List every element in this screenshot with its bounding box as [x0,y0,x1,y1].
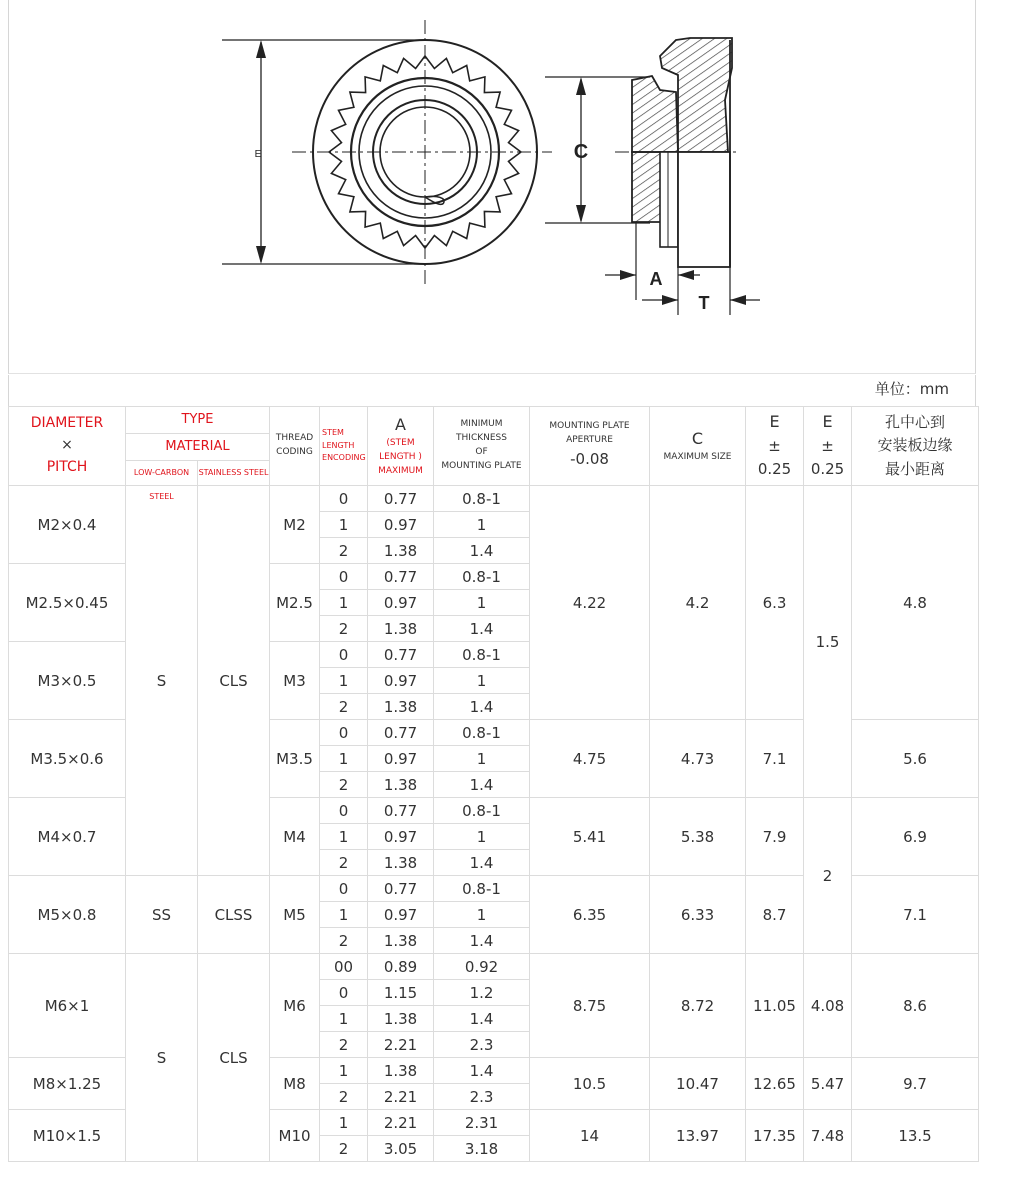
cell-stem: 0 [320,720,368,746]
cell-min-thickness: 2.3 [434,1032,530,1058]
cell-stem: 1 [320,1110,368,1136]
cell-t: 5.47 [804,1058,852,1110]
cell-stem: 2 [320,1136,368,1162]
cell-t: 2 [804,798,852,954]
cell-a-max: 0.97 [368,512,434,538]
cell-aperture: 14 [530,1110,650,1162]
cell-a-max: 0.77 [368,486,434,512]
cell-min-thickness: 0.8-1 [434,876,530,902]
cell-a-max: 2.21 [368,1084,434,1110]
cell-min-edge: 7.1 [852,876,979,954]
cell-aperture: 4.75 [530,720,650,798]
cell-stem: 0 [320,798,368,824]
cell-stem: 1 [320,512,368,538]
cell-stainless: CLS [198,486,270,876]
cell-min-thickness: 0.8-1 [434,642,530,668]
cell-stem: 2 [320,772,368,798]
cell-stem: 2 [320,694,368,720]
cell-stem: 0 [320,486,368,512]
cell-min-thickness: 3.18 [434,1136,530,1162]
cell-thread: M2 [270,486,320,564]
cell-c-max: 6.33 [650,876,746,954]
cell-a-max: 2.21 [368,1110,434,1136]
cell-stem: 0 [320,564,368,590]
cell-min-thickness: 1 [434,824,530,850]
header-stem-encoding: STEM LENGTH ENCODING [320,407,368,486]
cell-min-edge: 4.8 [852,486,979,720]
cell-stem: 1 [320,824,368,850]
header-a: A (STEM LENGTH ) MAXIMUM [368,407,434,486]
cell-pitch: M5×0.8 [9,876,126,954]
cell-stem: 1 [320,1058,368,1084]
cell-a-max: 3.05 [368,1136,434,1162]
cell-min-thickness: 1.4 [434,772,530,798]
cell-e: 11.05 [746,954,804,1058]
cell-a-max: 1.38 [368,694,434,720]
cell-min-edge: 9.7 [852,1058,979,1110]
cell-stem: 2 [320,1032,368,1058]
cell-low-carbon: SS [126,876,198,954]
cell-e: 6.3 [746,486,804,720]
cell-a-max: 0.97 [368,590,434,616]
cell-stem: 1 [320,746,368,772]
cell-min-thickness: 0.8-1 [434,720,530,746]
cell-stainless: CLSS [198,876,270,954]
cell-stem: 1 [320,1006,368,1032]
cell-e: 7.1 [746,720,804,798]
front-view [222,20,552,285]
cell-a-max: 1.38 [368,772,434,798]
cell-a-max: 0.77 [368,876,434,902]
header-c: C MAXIMUM SIZE [650,407,746,486]
cell-min-thickness: 1 [434,902,530,928]
cell-c-max: 8.72 [650,954,746,1058]
dim-label-a: A [649,269,663,289]
nut-technical-drawing [0,0,1019,375]
cell-a-max: 0.77 [368,564,434,590]
table-row [9,954,979,980]
cell-stem: 2 [320,616,368,642]
dim-label-t: T [698,293,710,313]
cell-min-edge: 13.5 [852,1110,979,1162]
cell-min-thickness: 0.92 [434,954,530,980]
dim-label-e: E [254,149,262,160]
cell-e: 12.65 [746,1058,804,1110]
cell-a-max: 1.38 [368,928,434,954]
cell-min-thickness: 0.8-1 [434,798,530,824]
cell-thread: M4 [270,798,320,876]
cell-a-max: 1.38 [368,850,434,876]
header-low-carbon: LOW-CARBON STEEL [126,461,198,485]
cell-t: 7.48 [804,1110,852,1162]
cell-min-thickness: 1.4 [434,694,530,720]
cell-pitch: M6×1 [9,954,126,1058]
cell-min-thickness: 1 [434,512,530,538]
cell-e: 17.35 [746,1110,804,1162]
header-thread: THREAD CODING [270,407,320,486]
cell-aperture: 5.41 [530,798,650,876]
cell-c-max: 4.73 [650,720,746,798]
cell-pitch: M2.5×0.45 [9,564,126,642]
cell-min-edge: 8.6 [852,954,979,1058]
header-diameter: DIAMETER × PITCH [9,407,126,486]
cell-min-thickness: 1 [434,746,530,772]
cell-aperture: 4.22 [530,486,650,720]
cell-aperture: 8.75 [530,954,650,1058]
cell-t: 1.5 [804,486,852,798]
cell-thread: M10 [270,1110,320,1162]
cell-stem: 1 [320,902,368,928]
cell-a-max: 0.97 [368,824,434,850]
cell-c-max: 5.38 [650,798,746,876]
cell-e: 8.7 [746,876,804,954]
cell-pitch: M10×1.5 [9,1110,126,1162]
cell-stem: 0 [320,980,368,1006]
cell-stem: 1 [320,668,368,694]
cell-min-edge: 6.9 [852,798,979,876]
cell-stem: 0 [320,642,368,668]
cell-min-thickness: 1 [434,590,530,616]
cell-min-thickness: 1.4 [434,1006,530,1032]
cell-min-thickness: 1.2 [434,980,530,1006]
cell-e: 7.9 [746,798,804,876]
cell-stem: 0 [320,876,368,902]
header-type: TYPE MATERIAL LOW-CARBON STEEL STAINLESS STEEL [126,407,270,486]
cell-a-max: 0.97 [368,668,434,694]
cell-t: 4.08 [804,954,852,1058]
cell-pitch: M3.5×0.6 [9,720,126,798]
cell-stem: 2 [320,1084,368,1110]
cell-min-edge: 5.6 [852,720,979,798]
header-aperture: MOUNTING PLATE APERTURE -0.08 [530,407,650,486]
cell-a-max: 1.38 [368,616,434,642]
cell-a-max: 0.97 [368,902,434,928]
cell-c-max: 13.97 [650,1110,746,1162]
cell-stem: 00 [320,954,368,980]
header-stainless: STAINLESS STEEL [198,468,269,477]
cell-min-thickness: 1 [434,668,530,694]
cell-c-max: 10.47 [650,1058,746,1110]
cell-pitch: M4×0.7 [9,798,126,876]
cell-stem: 2 [320,928,368,954]
cell-c-max: 4.2 [650,486,746,720]
cell-aperture: 10.5 [530,1058,650,1110]
cell-thread: M8 [270,1058,320,1110]
cell-thread: M3 [270,642,320,720]
cell-min-thickness: 1.4 [434,616,530,642]
cell-thread: M2.5 [270,564,320,642]
cell-stem: 1 [320,590,368,616]
header-min-edge-distance: 孔中心到 安装板边缘 最小距离 [852,407,979,486]
cell-a-max: 1.38 [368,1058,434,1084]
cell-min-thickness: 1.4 [434,538,530,564]
cell-a-max: 2.21 [368,1032,434,1058]
cell-a-max: 0.77 [368,642,434,668]
cell-thread: M5 [270,876,320,954]
cell-a-max: 1.15 [368,980,434,1006]
cell-a-max: 0.77 [368,798,434,824]
cell-thread: M6 [270,954,320,1058]
cell-a-max: 0.77 [368,720,434,746]
cell-min-thickness: 1.4 [434,850,530,876]
cell-pitch: M8×1.25 [9,1058,126,1110]
cell-low-carbon: S [126,486,198,876]
cell-aperture: 6.35 [530,876,650,954]
header-e: E ± 0.25 [746,407,804,486]
header-t: E ± 0.25 [804,407,852,486]
cell-a-max: 0.97 [368,746,434,772]
dim-label-c: C [573,141,589,163]
cell-min-thickness: 0.8-1 [434,486,530,512]
cell-min-thickness: 0.8-1 [434,564,530,590]
cell-pitch: M2×0.4 [9,486,126,564]
cell-a-max: 0.89 [368,954,434,980]
cell-stem: 2 [320,850,368,876]
cell-a-max: 1.38 [368,538,434,564]
cell-min-thickness: 1.4 [434,928,530,954]
header-min-thickness: MINIMUM THICKNESS OF MOUNTING PLATE [434,407,530,486]
unit-label: 单位：mm [8,375,976,406]
cell-thread: M3.5 [270,720,320,798]
cell-a-max: 1.38 [368,1006,434,1032]
cell-stainless: CLS [198,954,270,1162]
cell-min-thickness: 1.4 [434,1058,530,1084]
cell-low-carbon: S [126,954,198,1162]
spec-table [8,406,979,1162]
cell-stem: 2 [320,538,368,564]
cell-min-thickness: 2.3 [434,1084,530,1110]
cell-pitch: M3×0.5 [9,642,126,720]
cell-min-thickness: 2.31 [434,1110,530,1136]
